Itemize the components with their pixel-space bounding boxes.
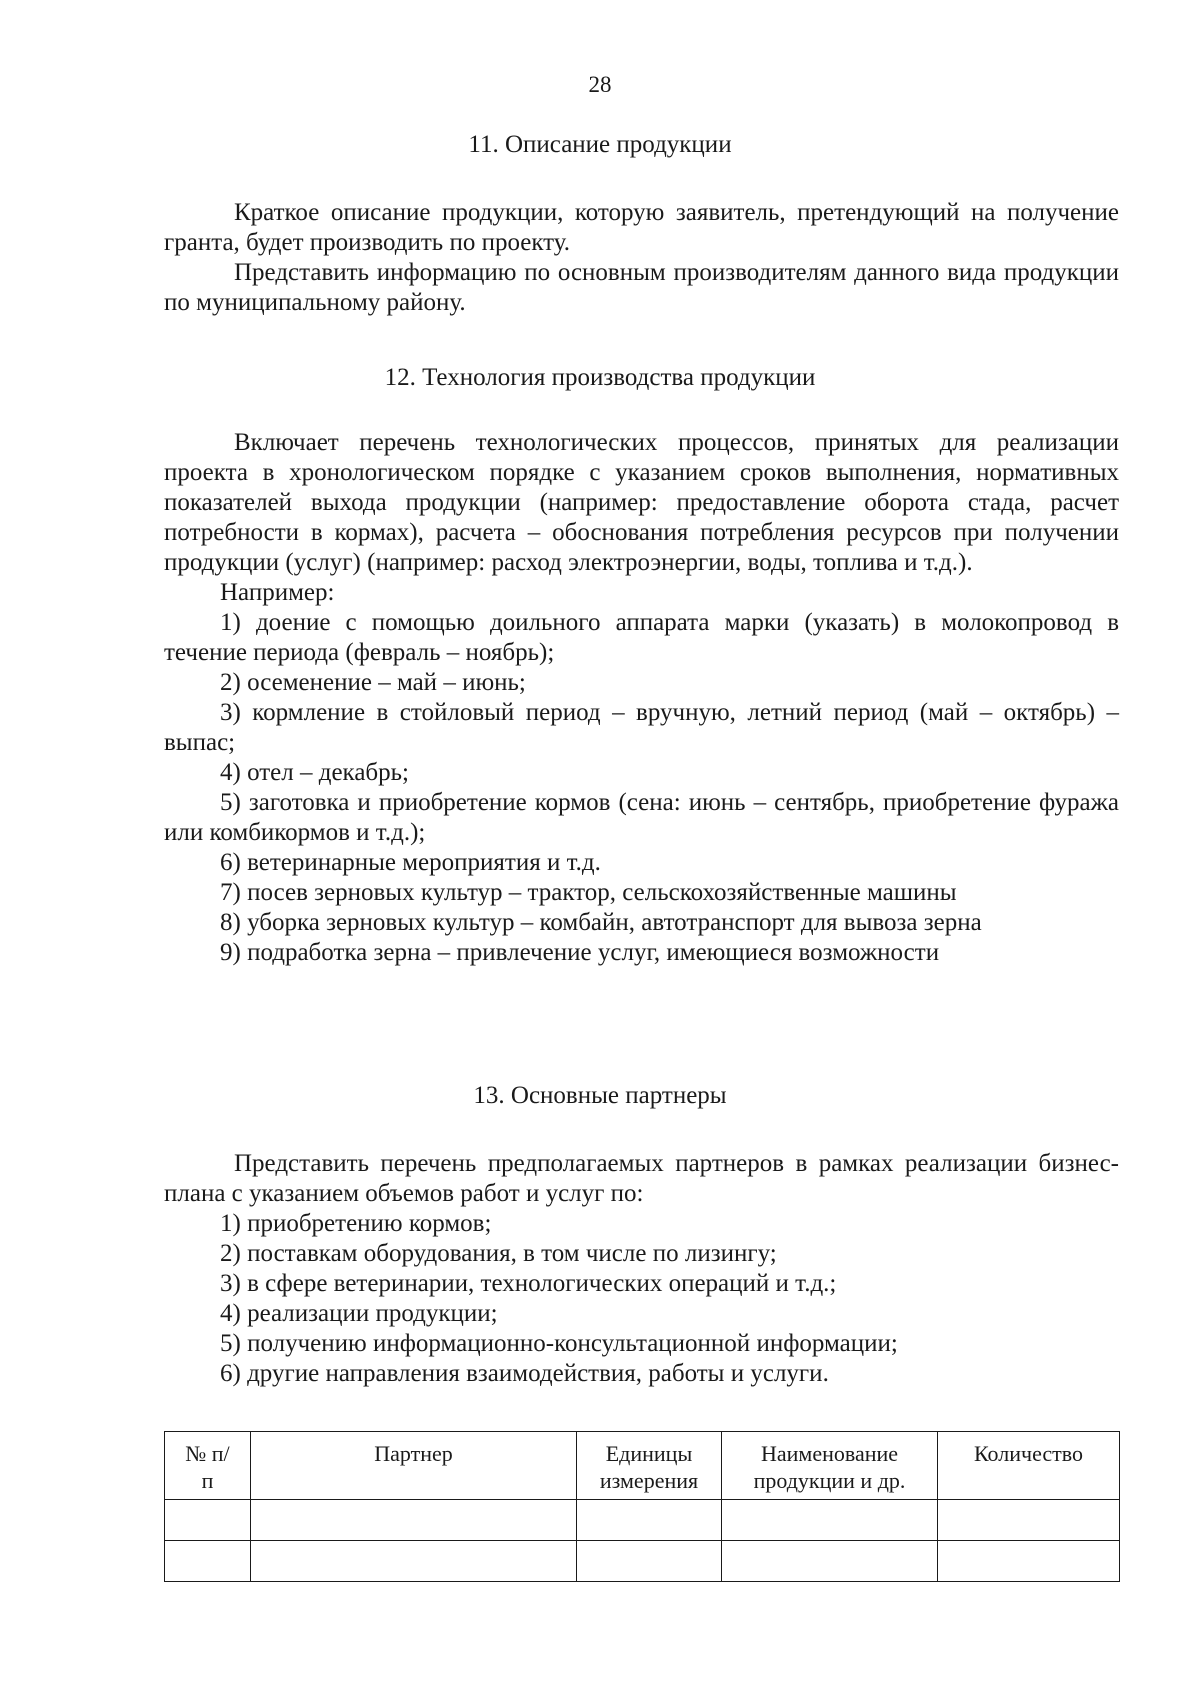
section-12-list-item: 1) доение с помощью доильного аппарата марки (указать) в молокопровод в течение периода (февраль – ноябрь); <box>164 609 1119 666</box>
section-11-title: 11. Описание продукции <box>468 131 732 158</box>
table-row <box>165 1541 1120 1582</box>
page-number: 28 <box>588 72 612 97</box>
section-12-list-item: 7) посев зерновых культур – трактор, сельскохозяйственные машины <box>220 879 957 906</box>
table-header-row <box>165 1432 1120 1500</box>
section-12-list-item: 4) отел – декабрь; <box>220 759 409 786</box>
section-12-example-label: Например: <box>220 579 335 606</box>
header-units: Единицы измерения <box>577 1432 722 1500</box>
table-cell <box>165 1500 251 1541</box>
partners-table <box>164 1431 1120 1582</box>
header-number: № п/п <box>165 1432 251 1500</box>
table-cell <box>251 1500 577 1541</box>
section-12-list-item: 6) ветеринарные мероприятия и т.д. <box>220 849 601 876</box>
section-11-paragraph-1: Краткое описание продукции, которую заявитель, претендующий на получение гранта, будет производить по проекту. <box>164 199 1119 256</box>
table-cell <box>577 1500 722 1541</box>
section-12-title: 12. Технология производства продукции <box>384 364 816 391</box>
section-13-title: 13. Основные партнеры <box>473 1082 727 1109</box>
section-12-list-item: 5) заготовка и приобретение кормов (сена: июнь – сентябрь, приобретение фуража или комбикормов и т.д.); <box>164 789 1119 846</box>
table-cell <box>577 1541 722 1582</box>
table-cell <box>938 1500 1120 1541</box>
section-13-body <box>164 1149 1119 1389</box>
table-cell <box>722 1500 938 1541</box>
section-13-list-item: 5) получению информационно-консультационной информации; <box>220 1330 898 1357</box>
header-product-name: Наименование продукции и др. <box>722 1432 938 1500</box>
section-13-list-item: 2) поставкам оборудования, в том числе по лизингу; <box>220 1240 777 1267</box>
section-11-paragraph-2: Представить информацию по основным производителям данного вида продукции по муниципальному району. <box>164 259 1119 316</box>
table-row <box>165 1500 1120 1541</box>
section-13-list-item: 3) в сфере ветеринарии, технологических операций и т.д.; <box>220 1270 837 1297</box>
section-13-intro: Представить перечень предполагаемых партнеров в рамках реализации бизнес-плана с указанием объемов работ и услуг по: <box>164 1150 1119 1207</box>
section-12-list-item: 3) кормление в стойловый период – вручную, летний период (май – октябрь) – выпас; <box>164 699 1119 756</box>
section-12-intro: Включает перечень технологических процессов, принятых для реализации проекта в хронологическом порядке с указанием сроков выполнения, нормативных показателей выхода продукции (например: предоставление оборота стада, расчет потребности в кормах), расчета – обоснования потребления ресурсов при получении продукции (услуг) (например: расход электроэнергии, воды, топлива и т.д.). <box>164 429 1119 576</box>
header-quantity: Количество <box>938 1432 1120 1500</box>
table-cell <box>722 1541 938 1582</box>
table-cell <box>251 1541 577 1582</box>
section-12-body <box>164 428 1119 968</box>
header-partner: Партнер <box>251 1432 577 1500</box>
table-cell <box>938 1541 1120 1582</box>
section-13-list-item: 6) другие направления взаимодействия, работы и услуги. <box>220 1360 829 1387</box>
section-12-list-item: 9) подработка зерна – привлечение услуг, имеющиеся возможности <box>220 939 940 966</box>
section-11-body <box>164 198 1119 318</box>
table-cell <box>165 1541 251 1582</box>
section-13-list-item: 1) приобретению кормов; <box>220 1210 492 1237</box>
section-12-list-item: 2) осеменение – май – июнь; <box>220 669 526 696</box>
section-13-list-item: 4) реализации продукции; <box>220 1300 498 1327</box>
section-12-list-item: 8) уборка зерновых культур – комбайн, автотранспорт для вывоза зерна <box>220 909 982 936</box>
